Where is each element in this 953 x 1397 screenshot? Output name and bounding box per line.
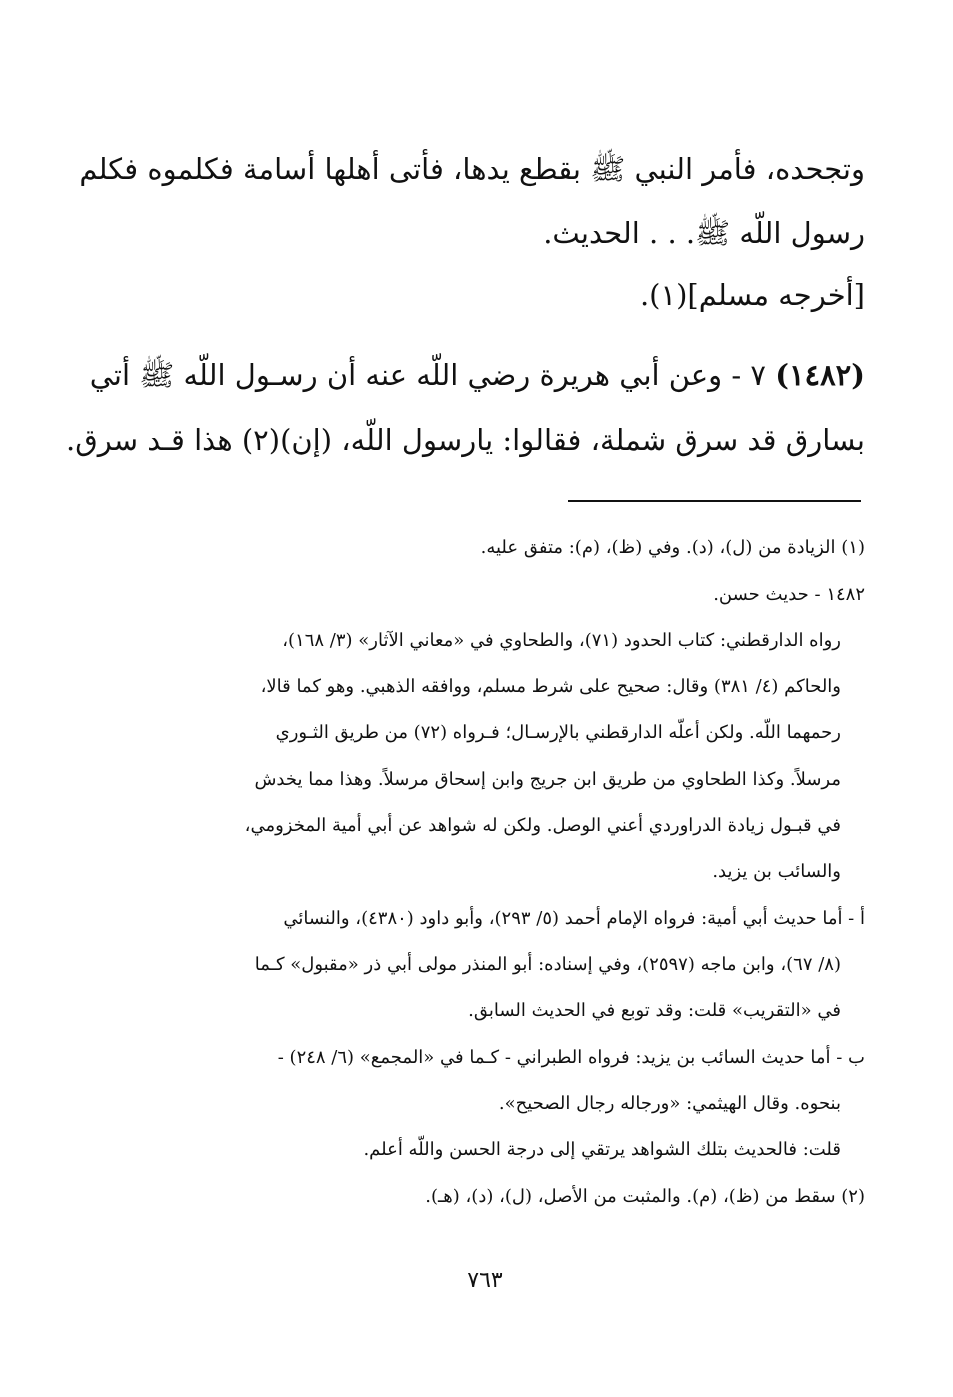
footnote-line: أ - أما حديث أبي أمية: فرواه الإمام أحمد (٥/ ٢٩٣)، وأبو داود (٤٣٨٠)، والنسائي (283, 908, 865, 929)
hadith-line (89, 340, 865, 410)
footnote-line: والسائب بن يزيد. (712, 861, 841, 882)
footnote-line: مرسلاً. وكذا الطحاوي من طريق ابن جريج وابن إسحاق مرسلاً. وهذا مما يخدش (254, 769, 841, 790)
footnote-line: رواه الدارقطني: كتاب الحدود (٧١)، والطحاوي في «معاني الآثار» (٣/ ١٦٨)، (282, 630, 841, 651)
footnote-divider (568, 500, 861, 502)
footnote-line: بنحوه. وقال الهيثمي: «ورجاله رجال الصحيح». (498, 1093, 841, 1114)
footnote-line: رحمهما اللّه. ولكن أعلّه الدارقطني بالإرسـال؛ فـرواه (٧٢) من طريق الثـوري (275, 722, 841, 743)
footnote-line: في قبـول زيادة الدراوردي أعني الوصل. ولكن له شواهد عن أبي أمية المخزومي، (244, 815, 841, 836)
citation-line: [أخرجه مسلم](١). (639, 278, 865, 312)
hadith-text: ٧ - وعن أبي هريرة رضي اللّه عنه أن رسـول اللّه ﷺ أتي (89, 358, 766, 392)
footnote-line: (١) الزيادة من (ل)، (د). وفي (ظ)، (م): متفق عليه. (480, 537, 865, 558)
page-number: ٧٦٣ (467, 1268, 503, 1293)
footnote-line: ١٤٨٢ - حديث حسن. (713, 584, 865, 605)
hadith-number: (١٤٨٢) (775, 358, 865, 392)
footnote-line: قلت: فالحديث بتلك الشواهد يرتقي إلى درجة الحسن واللّه أعلم. (363, 1139, 841, 1160)
main-text-line-1: وتجحده، فأمر النبي ﷺ بقطع يدها، فأتى أهلها أسامة فكلموه فكلم (79, 152, 865, 186)
footnote-line: (٨/ ٦٧)، وابن ماجه (٢٥٩٧)، وفي إسناده: أبو المنذر مولى أبي ذر «مقبول» كـما (254, 954, 841, 975)
footnote-line: والحاكم (٤/ ٣٨١) وقال: صحيح على شرط مسلم، ووافقه الذهبي. وهو كما قالا، (260, 676, 841, 697)
footnote-line: (٢) سقط من (ظ)، (م). والمثبت من الأصل، (ل)، (د)، (هـ). (425, 1186, 865, 1207)
footnote-line: في «التقريب» قلت: وقد توبع في الحديث السابق. (468, 1000, 841, 1021)
main-text-line-2: رسول اللّه ﷺ. . . الحديث. (543, 216, 865, 250)
footnote-line: ب - أما حديث السائب بن يزيد: فرواه الطبراني - كـما في «المجمع» (٦/ ٢٤٨) - (277, 1047, 865, 1068)
main-text-line-5: بسارق قد سرق شملة، فقالوا: يارسول اللّه، (إن)(٢) هذا قـد سرق. (66, 423, 865, 457)
